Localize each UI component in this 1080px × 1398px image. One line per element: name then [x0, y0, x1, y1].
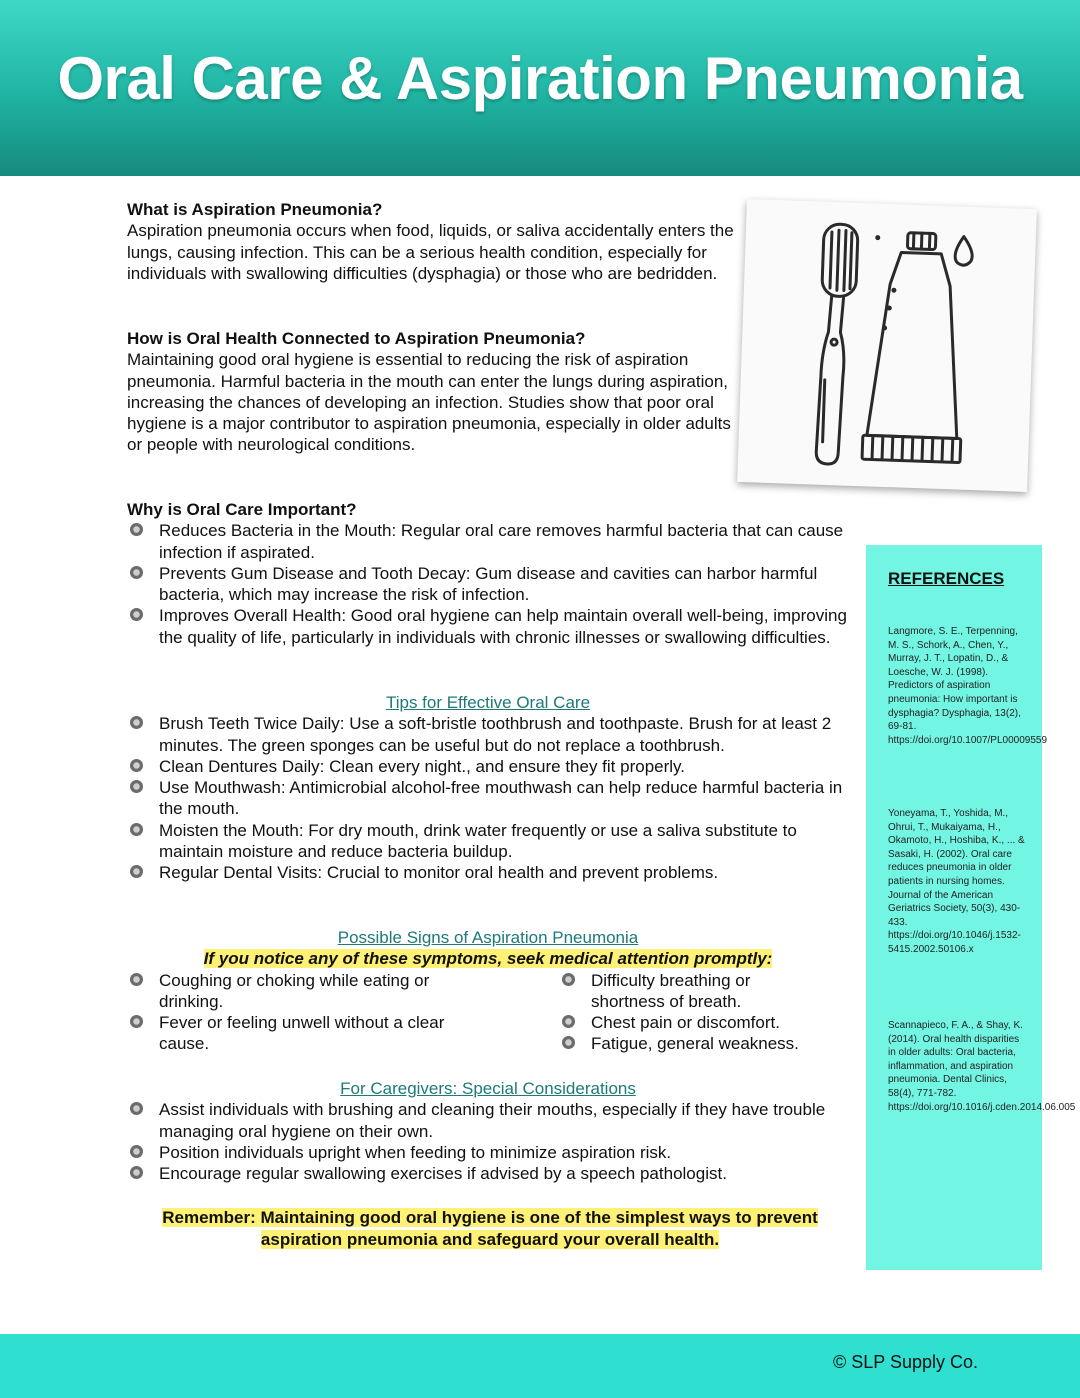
- bullet-icon: [130, 865, 143, 878]
- tips-section: [127, 692, 849, 884]
- bullet-icon: [562, 1036, 575, 1049]
- list-item: Brush Teeth Twice Daily: Use a soft-bristle toothbrush and toothpaste. Brush for at least 2 minutes. The green sponges can be useful but do not replace a toothbrush.: [127, 713, 849, 756]
- list-item: Coughing or choking while eating or drinking.: [127, 970, 559, 1013]
- what-section: [127, 199, 747, 284]
- tips-list: [127, 713, 849, 883]
- references-panel: [866, 545, 1076, 1270]
- bullet-icon: [130, 608, 143, 621]
- bullet-icon: [130, 716, 143, 729]
- bullet-icon: [130, 523, 143, 536]
- list-item: Fatigue, general weakness.: [559, 1033, 849, 1054]
- caregivers-section: [127, 1078, 849, 1184]
- list-item: Use Mouthwash: Antimicrobial alcohol-free mouthwash can help reduce harmful bacteria in the mouth.: [127, 777, 849, 820]
- bullet-icon: [130, 1166, 143, 1179]
- signs-columns: [127, 970, 849, 1055]
- signs-list-left: [127, 970, 559, 1055]
- list-item: Regular Dental Visits: Crucial to monitor oral health and prevent problems.: [127, 862, 849, 883]
- list-item: Assist individuals with brushing and cleaning their mouths, especially if they have trouble managing oral hygiene on their own.: [127, 1099, 849, 1142]
- bullet-icon: [130, 566, 143, 579]
- list-item: Chest pain or discomfort.: [559, 1012, 849, 1033]
- list-item: Moisten the Mouth: For dry mouth, drink water frequently or use a saliva substitute to maintain moisture and reduce bacteria buildup.: [127, 820, 849, 863]
- list-item: Reduces Bacteria in the Mouth: Regular oral care removes harmful bacteria that can cause infection if aspirated.: [127, 520, 849, 563]
- bullet-icon: [562, 1015, 575, 1028]
- signs-heading: Possible Signs of Aspiration Pneumonia: [337, 928, 639, 947]
- why-heading: Why is Oral Care Important?: [127, 500, 357, 519]
- bullet-icon: [130, 780, 143, 793]
- list-item: Difficulty breathing or shortness of breath.: [559, 970, 849, 1013]
- what-heading: What is Aspiration Pneumonia?: [127, 200, 383, 219]
- signs-alert-line: [127, 948, 849, 969]
- caregivers-heading: For Caregivers: Special Considerations: [340, 1079, 636, 1098]
- how-body: Maintaining good oral hygiene is essential to reducing the risk of aspiration pneumonia. Harmful bacteria in the mouth can enter the lungs during aspiration, increasing the chances of developing an infection. Studies show that poor oral hygiene is a major contributor to aspiration pneumonia, especially in older adults or people with neurological conditions.: [127, 350, 731, 455]
- caregivers-list: [127, 1099, 849, 1184]
- remember-section: [140, 1207, 840, 1251]
- list-item: Clean Dentures Daily: Clean every night., and ensure they fit properly.: [127, 756, 849, 777]
- signs-list-right: [559, 970, 849, 1055]
- list-item: Improves Overall Health: Good oral hygiene can help maintain overall well-being, improving the quality of life, particularly in individuals with chronic illnesses or swallowing difficulties.: [127, 605, 849, 648]
- why-section: [127, 499, 849, 648]
- remember-note: Remember: Maintaining good oral hygiene is one of the simplest ways to prevent aspiration pneumonia and safeguard your overall health.: [162, 1208, 818, 1249]
- bullet-icon: [130, 1015, 143, 1028]
- how-heading: How is Oral Health Connected to Aspiration Pneumonia?: [127, 329, 586, 348]
- list-item: Position individuals upright when feeding to minimize aspiration risk.: [127, 1142, 849, 1163]
- header-banner: [0, 0, 1080, 176]
- tips-heading: Tips for Effective Oral Care: [385, 693, 591, 712]
- signs-section: [127, 927, 849, 1055]
- bullet-icon: [562, 973, 575, 986]
- what-body: Aspiration pneumonia occurs when food, liquids, or saliva accidentally enters the lungs, causing infection. This can be a serious health condition, especially for individuals with swallowing difficulties (dysphagia) or those who are bedridden.: [127, 221, 734, 283]
- list-item: Prevents Gum Disease and Tooth Decay: Gum disease and cavities can harbor harmful bacteria, which may increase the risk of infection.: [127, 563, 849, 606]
- bullet-icon: [130, 823, 143, 836]
- how-section: [127, 328, 747, 456]
- why-list: [127, 520, 849, 648]
- bullet-icon: [130, 1145, 143, 1158]
- toothbrush-icon: [737, 199, 1037, 492]
- references-heading: REFERENCES: [888, 569, 1005, 588]
- footer-bar: [0, 1334, 1080, 1398]
- bullet-icon: [130, 759, 143, 772]
- copyright: © SLP Supply Co.: [832, 1352, 978, 1372]
- reference-item: Langmore, S. E., Terpenning, M. S., Schork, A., Chen, Y., Murray, J. T., Lopatin, D., & Loesche, W. J. (1998). Predictors of aspiration pneumonia: How important is dysphagia? Dysphagia, 13(2), 69-81. https://doi.org/10.1007/PL00009559: [888, 626, 1048, 746]
- reference-item: Scannapieco, F. A., & Shay, K. (2014). Oral health disparities in older adults: Oral bacteria, inflammation, and aspiration pneumonia. Dental Clinics, 58(4), 771-782. https://doi.org/10.1016/j.cden.2014.06.005: [888, 1020, 1076, 1113]
- remember-line: [140, 1207, 840, 1251]
- reference-item: Yoneyama, T., Yoshida, M., Ohrui, T., Mukaiyama, H., Okamoto, H., Hoshiba, K., ... & Sasaki, H. (2002). Oral care reduces pneumonia in older patients in nursing homes. Journal of the American Geriatrics Society, 50(3), 430-433. https://doi.org/10.1046/j.1532-5415.2002.50106.x: [888, 808, 1025, 955]
- bullet-icon: [130, 1102, 143, 1115]
- list-item: Encourage regular swallowing exercises if advised by a speech pathologist.: [127, 1163, 849, 1184]
- list-item: Fever or feeling unwell without a clear cause.: [127, 1012, 559, 1055]
- bullet-icon: [130, 973, 143, 986]
- signs-alert: If you notice any of these symptoms, seek medical attention promptly:: [203, 949, 773, 969]
- page-title: Oral Care & Aspiration Pneumonia: [57, 45, 1023, 112]
- toothbrush-toothpaste-illustration: [737, 199, 1037, 492]
